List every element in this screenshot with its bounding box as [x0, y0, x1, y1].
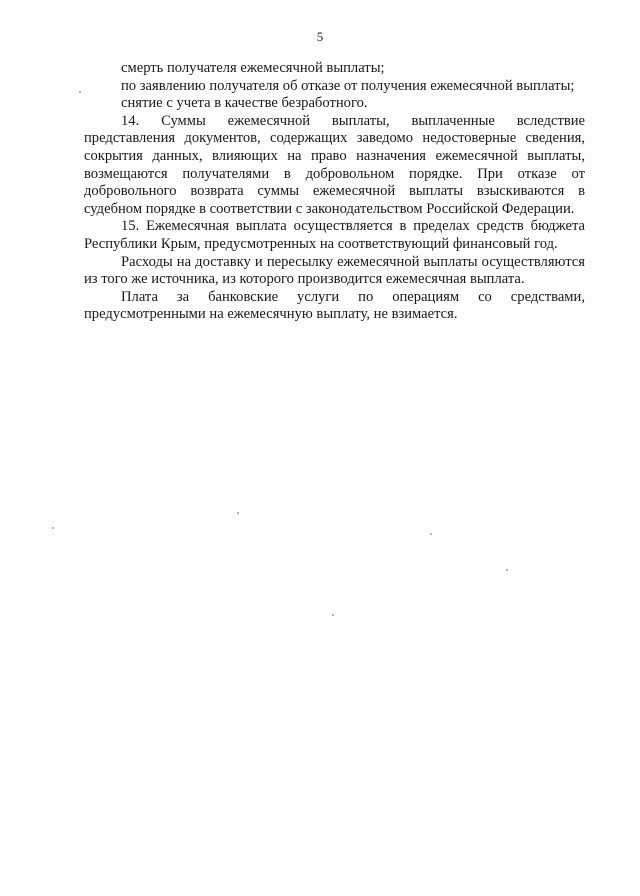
document-body	[84, 60, 585, 324]
paragraph: Плата за банковские услуги по операциям со средствами, предусмотренными на ежемесячную выплату, не взимается.	[84, 288, 585, 323]
paragraph: по заявлению получателя об отказе от получения ежемесячной выплаты;	[121, 77, 575, 94]
paragraph: 14. Суммы ежемесячной выплаты, выплаченные вследствие представления документов, содержащих заведомо недостоверные сведения, сокрытия данных, влияющих на право назначения ежемесячной выплаты, возмещаются получателями в добровольном порядке. При отказе от добровольного возврата суммы ежемесячной выплаты взыскиваются в судебном порядке в соответствии с законодательством Российской Федерации.	[84, 112, 585, 217]
paragraph: снятие с учета в качестве безработного.	[121, 95, 368, 112]
page-number: 5	[316, 29, 324, 44]
scan-speck	[237, 512, 239, 514]
scan-speck	[430, 533, 432, 535]
scan-speck	[332, 614, 334, 616]
paragraph: 15. Ежемесячная выплата осуществляется в пределах средств бюджета Республики Крым, предусмотренных на соответствующий финансовый год.	[84, 218, 585, 252]
scan-speck	[52, 527, 54, 529]
paragraph: смерть получателя ежемесячной выплаты;	[121, 60, 385, 76]
scan-speck	[506, 569, 508, 571]
paragraph: Расходы на доставку и пересылку ежемесячной выплаты осуществляются из того же источника, из которого производится ежемесячная выплата.	[84, 253, 585, 288]
scan-speck	[79, 91, 81, 93]
